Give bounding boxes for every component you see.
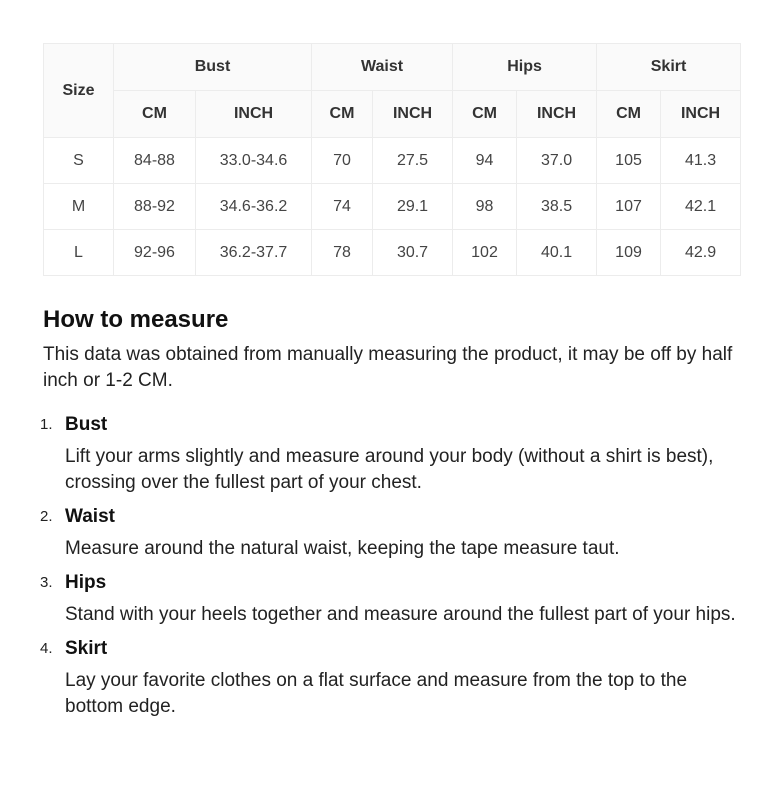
hips-cm-cell: 102	[453, 230, 517, 276]
skirt-cm-header: CM	[597, 91, 661, 138]
size-cell: L	[44, 230, 114, 276]
waist-cm-cell: 74	[312, 184, 373, 230]
hips-group-header: Hips	[453, 44, 597, 91]
size-chart-table	[43, 43, 741, 276]
table-group-header-row	[44, 44, 741, 91]
table-row	[44, 230, 741, 276]
step-description: Lay your favorite clothes on a flat surface and measure from the top to the bottom edge.	[65, 670, 688, 717]
waist-inch-cell: 29.1	[373, 184, 453, 230]
list-item	[40, 636, 748, 720]
waist-cm-cell: 78	[312, 230, 373, 276]
step-title: Hips	[65, 572, 107, 593]
bust-cm-header: CM	[114, 91, 196, 138]
step-number: 2.	[40, 508, 53, 525]
waist-cm-header: CM	[312, 91, 373, 138]
section-title: How to measure	[43, 306, 229, 333]
step-title: Bust	[65, 414, 108, 435]
table-row	[44, 184, 741, 230]
bust-cm-cell: 88-92	[114, 184, 196, 230]
bust-inch-cell: 34.6-36.2	[196, 184, 312, 230]
list-item	[40, 570, 748, 628]
list-item	[40, 412, 748, 496]
table-row	[44, 138, 741, 184]
bust-inch-cell: 33.0-34.6	[196, 138, 312, 184]
hips-cm-header: CM	[453, 91, 517, 138]
hips-cm-cell: 98	[453, 184, 517, 230]
skirt-inch-header: INCH	[661, 91, 741, 138]
hips-inch-cell: 38.5	[517, 184, 597, 230]
hips-inch-header: INCH	[517, 91, 597, 138]
bust-cm-cell: 84-88	[114, 138, 196, 184]
step-description: Stand with your heels together and measure around the fullest part of your hips.	[65, 604, 736, 625]
bust-group-header: Bust	[114, 44, 312, 91]
skirt-inch-cell: 42.1	[661, 184, 741, 230]
step-number: 3.	[40, 574, 53, 591]
waist-cm-cell: 70	[312, 138, 373, 184]
bust-inch-header: INCH	[196, 91, 312, 138]
step-number: 1.	[40, 416, 53, 433]
waist-inch-cell: 27.5	[373, 138, 453, 184]
waist-inch-cell: 30.7	[373, 230, 453, 276]
size-column-header: Size	[44, 44, 114, 138]
bust-inch-cell: 36.2-37.7	[196, 230, 312, 276]
how-to-measure-section	[40, 304, 748, 728]
skirt-inch-cell: 41.3	[661, 138, 741, 184]
skirt-cm-cell: 107	[597, 184, 661, 230]
waist-inch-header: INCH	[373, 91, 453, 138]
skirt-cm-cell: 109	[597, 230, 661, 276]
skirt-inch-cell: 42.9	[661, 230, 741, 276]
table-unit-header-row	[44, 91, 741, 138]
step-description: Lift your arms slightly and measure around your body (without a shirt is best), crossing over the fullest part of your chest.	[65, 446, 714, 493]
step-title: Waist	[65, 506, 115, 527]
list-item	[40, 504, 748, 562]
step-title: Skirt	[65, 638, 108, 659]
skirt-group-header: Skirt	[597, 44, 741, 91]
skirt-cm-cell: 105	[597, 138, 661, 184]
hips-cm-cell: 94	[453, 138, 517, 184]
bust-cm-cell: 92-96	[114, 230, 196, 276]
hips-inch-cell: 40.1	[517, 230, 597, 276]
hips-inch-cell: 37.0	[517, 138, 597, 184]
step-number: 4.	[40, 640, 53, 657]
size-cell: M	[44, 184, 114, 230]
intro-text: This data was obtained from manually measuring the product, it may be off by half inch or 1-2 CM.	[43, 344, 733, 391]
waist-group-header: Waist	[312, 44, 453, 91]
step-description: Measure around the natural waist, keeping the tape measure taut.	[65, 538, 620, 559]
size-cell: S	[44, 138, 114, 184]
measure-steps-list	[40, 412, 748, 720]
